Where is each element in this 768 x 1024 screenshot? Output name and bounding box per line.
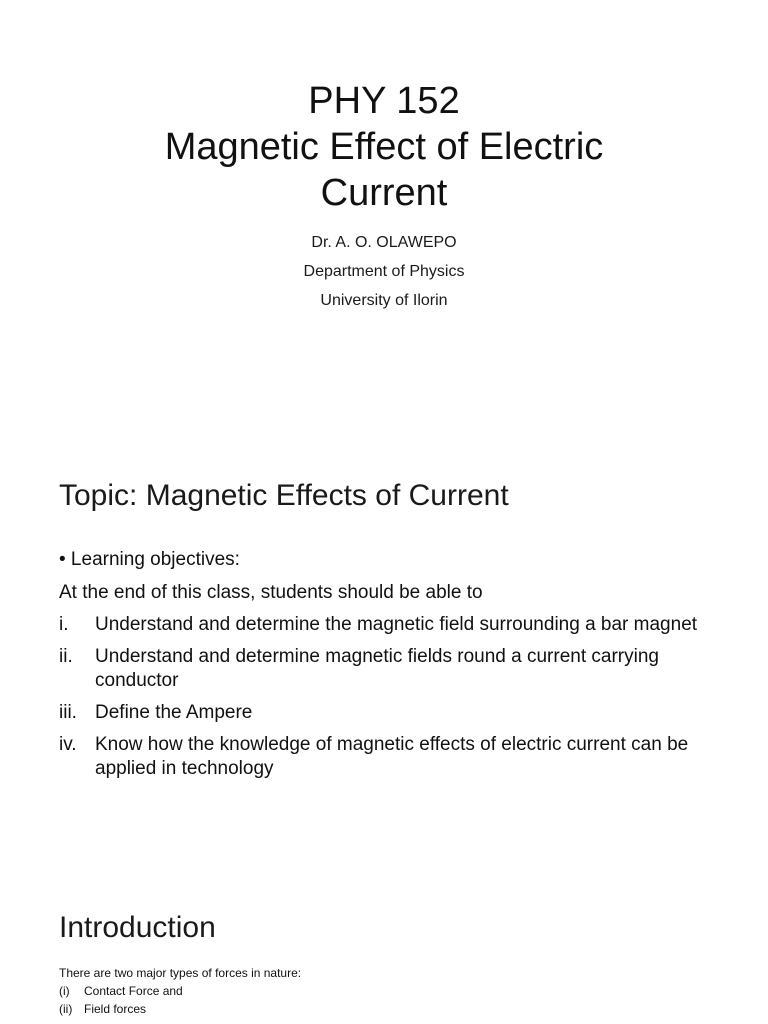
introduction-text: There are two major types of forces in nature: (59, 966, 302, 980)
introduction-heading: Introduction (59, 911, 216, 944)
force-type-text: Contact Force and (84, 984, 183, 998)
introduction-slide (0, 864, 768, 1024)
title-slide (0, 0, 768, 432)
topic-heading: Topic: Magnetic Effects of Current (59, 479, 509, 512)
objective-number: i. (59, 614, 69, 635)
objectives-intro: At the end of this class, students should be able to (59, 582, 483, 603)
objective-number: ii. (59, 646, 73, 667)
introduction-body (59, 964, 301, 1018)
objective-item (59, 701, 719, 725)
title-line-2: Current (320, 172, 448, 214)
course-code: PHY 152 (308, 80, 460, 122)
objective-item (59, 645, 719, 693)
slide-title (0, 78, 768, 216)
title-line-1: Magnetic Effect of Electric (164, 126, 604, 168)
objective-number: iv. (59, 734, 77, 755)
objectives-list (59, 548, 719, 789)
objective-number: iii. (59, 702, 77, 723)
objective-text: Know how the knowledge of magnetic effects of electric current can be applied in technology (95, 734, 689, 779)
objective-text: Understand and determine magnetic fields round a current carrying conductor (95, 646, 659, 691)
university-name: University of Ilorin (320, 292, 448, 309)
force-type-item (59, 982, 301, 1000)
objectives-slide (0, 432, 768, 864)
force-type-text: Field forces (84, 1002, 147, 1016)
force-type-number: (i) (59, 984, 70, 998)
objective-item (59, 613, 719, 637)
force-type-number: (ii) (59, 1002, 73, 1016)
objective-item (59, 733, 719, 781)
force-type-item (59, 1000, 301, 1018)
objective-text: Define the Ampere (95, 702, 253, 723)
objective-text: Understand and determine the magnetic field surrounding a bar magnet (95, 614, 698, 635)
author-name: Dr. A. O. OLAWEPO (311, 234, 457, 251)
department-name: Department of Physics (303, 263, 465, 280)
slide-subtitle (0, 228, 768, 315)
objectives-bullet: • Learning objectives: (59, 549, 240, 570)
